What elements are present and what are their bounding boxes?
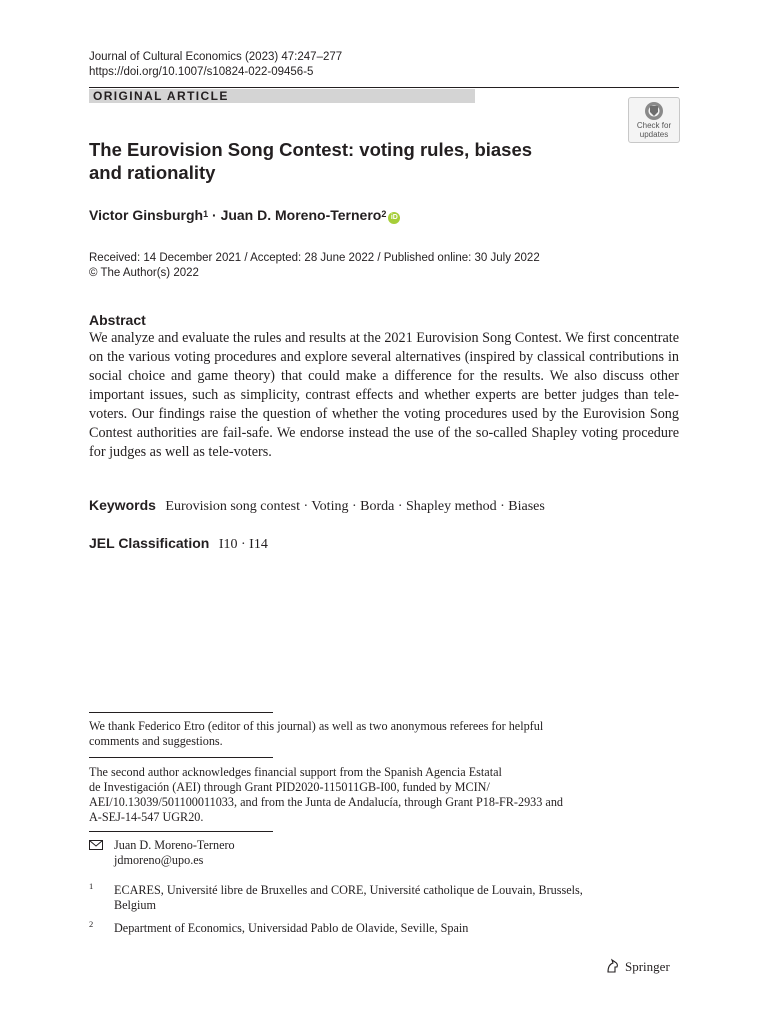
orcid-icon[interactable]: iD [388,212,400,224]
jel-value: I10 · I14 [218,537,268,552]
history-dates: Received: 14 December 2021 / Accepted: 28 June 2022 / Published online: 30 July 2022 [89,252,540,264]
contact-email[interactable]: jdmoreno@upo.es [114,853,204,867]
header-rule [89,87,679,88]
affiliation-number: 2 [89,919,94,929]
abstract-text: We analyze and evaluate the rules and results at the 2021 Eurovision Song Contest. We first concentrate on the various voting procedures and explore several alternatives (inspired by classical contributions in social choice and game theory) that could make a difference for the results. We also discuss other important issues, such as simplicity, contrast effects and whether experts are better judges than tele-voters. Our findings raise the question of whether the voting procedures used by the Eurovision Song Contest authorities are fail-safe. We endorse instead the use of the so-called Shapley voting procedure for judges as well as tele-voters. [89,330,679,460]
footnote-divider [89,831,273,832]
contact-name: Juan D. Moreno-Ternero [114,838,235,852]
acknowledgement-footnote: We thank Federico Etro (editor of this journal) as well as two anonymous referees for helpful comments and suggestions. [89,719,544,748]
footnote-divider [89,757,273,758]
keywords-label: Keywords [89,497,156,513]
author-name[interactable]: Juan D. Moreno-Ternero [220,207,382,223]
journal-header [89,50,342,79]
affiliation-number: 1 [89,881,94,891]
article-title: The Eurovision Song Contest: voting rules, biases and rationality [89,139,533,183]
abstract-heading: Abstract [89,312,146,328]
funding-footnote: The second author acknowledges financial support from the Spanish Agencia Estatal de Investigación (AEI) through Grant PID2020-115011GB-I00, funded by MCIN/ AEI/10.13039/501100011033, and from the Junta de Andalucía, through Grant P18-FR-2933 and A-SEJ-14-547 UGR20. [89,765,564,824]
envelope-icon [89,840,103,850]
jel-classification-line [89,534,268,554]
publication-dates [89,251,540,280]
springer-horse-icon [605,958,621,974]
footnote-divider [89,712,273,713]
jel-label: JEL Classification [89,535,210,551]
author-name[interactable]: Victor Ginsburgh [89,207,204,223]
keywords-line [89,496,545,516]
affiliation-marker: 2 [381,209,387,219]
check-for-updates-badge[interactable] [628,97,680,143]
affiliation-1: ECARES, Université libre de Bruxelles and CORE, Université catholique de Louvain, Brussels, Belgium [114,883,583,912]
check-updates-label: Check for updates [636,121,672,139]
affiliation-marker: 1 [203,209,209,219]
doi-link[interactable]: https://doi.org/10.1007/s10824-022-09456-5 [89,65,314,78]
affiliation-2: Department of Economics, Universidad Pablo de Olavide, Seville, Spain [114,921,469,935]
keywords-value: Eurovision song contest · Voting · Borda · Shapley method · Biases [165,499,545,514]
corresponding-author [114,838,235,868]
author-list [89,206,400,226]
copyright-notice: © The Author(s) 2022 [89,266,199,279]
author-separator: · [208,207,221,223]
check-updates-icon [644,101,664,121]
article-type-banner: ORIGINAL ARTICLE [89,89,475,103]
publisher-logo[interactable] [605,958,670,976]
journal-citation: Journal of Cultural Economics (2023) 47:247–277 [89,51,343,63]
publisher-name: Springer [625,959,670,974]
